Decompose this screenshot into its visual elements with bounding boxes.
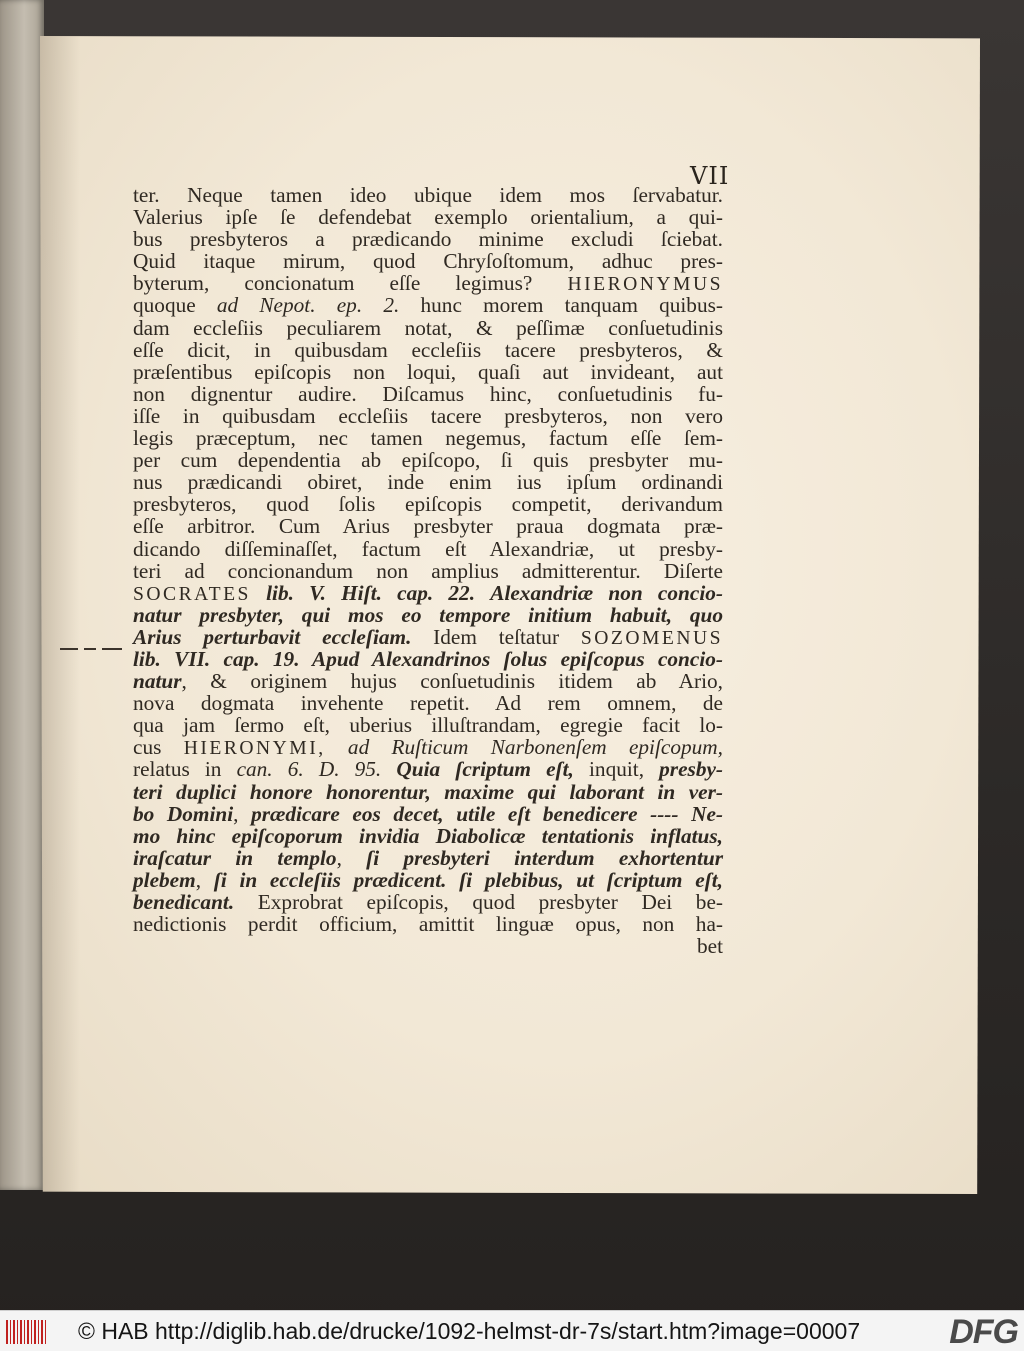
text-line: dam eccleſiis peculiarem notat, & peſſimæ conſuetudinis	[133, 315, 723, 340]
text-line: nus prædicandi obiret, inde enim ius ipſum ordinandi	[133, 470, 723, 495]
author-name: SOCRATES	[133, 583, 251, 605]
text-line: per cum dependentia ab epiſcopo, ſi quis presbyter mu-	[133, 448, 723, 473]
info-bar	[0, 1310, 1024, 1351]
text-line: bus presbyteros a prædicando minime excludi ſciebat.	[133, 227, 723, 252]
text-line: Valerius ipſe ſe defendebat exemplo orientalium, a qui-	[133, 205, 723, 230]
text-line: natur, & originem hujus conſuetudinis itidem ab Ario,	[133, 669, 723, 694]
citation: lib. V. Hiſt. cap. 22.	[266, 580, 476, 605]
quotation: Quia ſcriptum eſt,	[381, 757, 574, 782]
credit-link[interactable]: © HAB http://diglib.hab.de/drucke/1092-helmst-dr-7s/start.htm?image=00007	[78, 1318, 861, 1344]
text-line: byterum, concionatum eſſe legimus? HIERONYMUS	[133, 271, 723, 296]
text-line: nova dogmata invehente repetit. Ad rem omnem, de	[133, 691, 723, 716]
citation: can. 6. D. 95.	[236, 757, 382, 782]
text-line: Arius perturbavit eccleſiam. Idem teſtatur SOZOMENUS	[133, 624, 723, 649]
citation: ad Nepot. ep. 2.	[216, 293, 400, 318]
catchword: bet	[696, 934, 723, 959]
quotation: plebem	[133, 867, 196, 892]
page-number: VII	[690, 162, 730, 190]
body-text	[133, 184, 723, 957]
text-line: qua jam ſermo eſt, uberius illuſtrandam, egregie facit lo-	[133, 713, 723, 738]
quotation: Arius perturbavit eccleſiam.	[133, 624, 412, 649]
quotation-line: lib. VII. cap. 19. Apud Alexandrinos ſolus epiſcopus concio-	[133, 646, 723, 671]
text-line: teri ad concionandum non amplius admitterentur. Diſerte	[133, 558, 723, 583]
quotation: natur	[133, 669, 182, 694]
author-name: HIERONYMI,	[183, 738, 326, 760]
quotation: prædicare eos decet, utile eſt benedicere ---- Ne-	[251, 801, 723, 826]
text-line: non dignentur audire. Diſcamus hinc, conſuetudinis fu-	[133, 381, 723, 406]
text-line: benedicant. Exprobrat epiſcopis, quod presbyter Dei be-	[133, 890, 723, 914]
quotation: iraſcatur in templo	[133, 845, 337, 870]
barcode-icon	[6, 1320, 48, 1344]
text-line: legis præceptum, nec tamen negemus, factum eſſe ſem-	[133, 426, 723, 451]
text-line	[133, 582, 723, 604]
citation: ad Ruſticum Narbonenſem epiſcopum,	[325, 735, 723, 760]
quotation: benedicant.	[133, 890, 235, 914]
text-line: nedictionis perdit officium, amittit linguæ opus, non ha-	[133, 912, 723, 937]
text-line: iſſe in quibusdam eccleſiis tacere presbyteros, non vero	[133, 403, 723, 428]
text-line: presbyteros, quod ſolis epiſcopis competit, derivandum	[133, 492, 723, 517]
text-line: Quid itaque mirum, quod Chryſoſtomum, adhuc pres-	[133, 249, 723, 274]
text-line: dicando diſſeminaſſet, factum eſt Alexandriæ, ut presby-	[133, 536, 723, 561]
author-name: SOZOMENUS	[580, 627, 723, 649]
text-line: relatus in can. 6. D. 95. Quia ſcriptum eſt, inquit, presby-	[133, 757, 724, 782]
text-line: quoque ad Nepot. ep. 2. hunc morem tanquam quibus-	[133, 293, 723, 318]
quotation-line: natur presbyter, qui mos eo tempore initium habuit, quo	[133, 602, 723, 627]
text-line: iraſcatur in templo, ſi presbyteri interdum exhortentur	[133, 845, 723, 870]
text-line: cus HIERONYMI, ad Ruſticum Narbonenſem epiſcopum,	[133, 735, 723, 760]
text-line: præſentibus epiſcopis non loqui, quaſi aut invideant, aut	[133, 359, 723, 384]
text-line: ter. Neque tamen ideo ubique idem mos ſervabatur.	[133, 183, 723, 207]
author-name: HIERONYMUS	[567, 274, 723, 296]
quotation-line: teri duplici honore honorentur, maxime qui laborant in ver-	[133, 779, 723, 804]
quotation: bo Domini	[133, 801, 234, 826]
text-line: eſſe arbitror. Cum Arius presbyter praua dogmata præ-	[133, 514, 723, 539]
quotation: ſi presbyteri interdum exhortentur	[366, 845, 723, 870]
dfg-logo: DFG	[949, 1313, 1018, 1351]
text-line: eſſe dicit, in quibusdam eccleſiis tacere presbyteros, &	[133, 337, 723, 362]
quotation: presby-	[659, 757, 724, 782]
book-cover-edge	[0, 0, 44, 1190]
text-line: bo Domini, prædicare eos decet, utile eſt benedicere ---- Ne-	[133, 801, 723, 826]
quotation: Alexandriæ non concio-	[490, 580, 723, 605]
binding-stitch	[60, 644, 126, 654]
quotation-line: mo hinc epiſcoporum invidia Diabolicæ tentationis inflatus,	[133, 823, 723, 848]
quotation: ſi in eccleſiis prædicent. ſi plebibus, ut ſcriptum eſt,	[213, 867, 723, 892]
text-line: plebem, ſi in eccleſiis prædicent. ſi plebibus, ut ſcriptum eſt,	[133, 867, 723, 892]
